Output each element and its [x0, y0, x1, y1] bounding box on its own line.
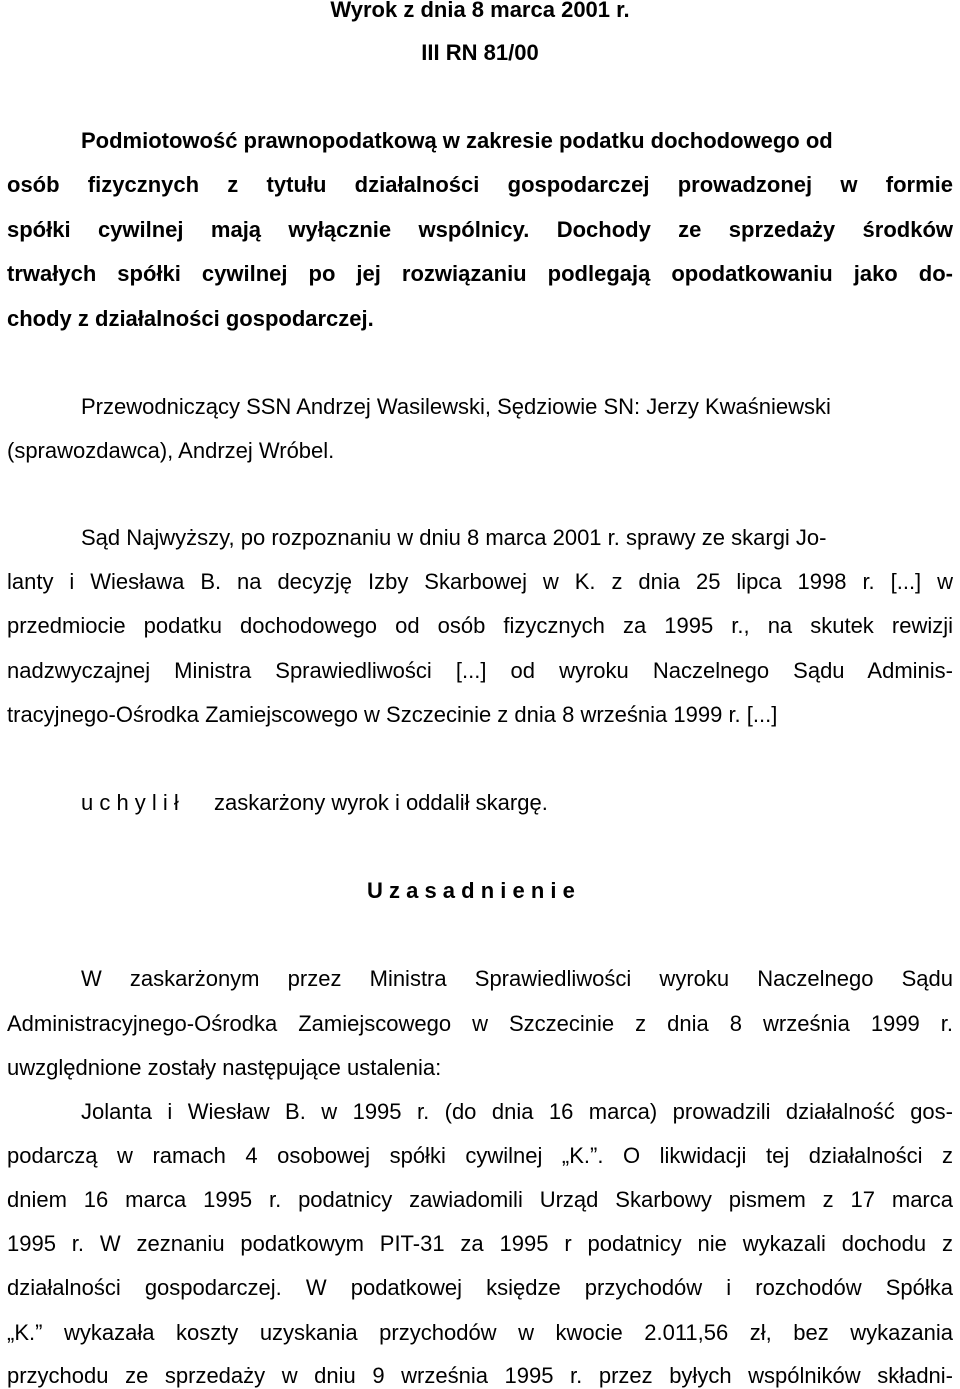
thesis-line: Podmiotowość prawnopodatkową w zakresie podatku dochodowego od — [81, 128, 833, 153]
composition-line: (sprawozdawca), Andrzej Wróbel. — [7, 438, 335, 463]
justification-line: Administracyjnego-Ośrodka Zamiejscowego w Szczecinie z dnia 8 września 1999 r. — [7, 1011, 953, 1036]
justification-line: działalności gospodarczej. W podatkowej księdze przychodów i rozchodów Spółka — [7, 1275, 953, 1300]
thesis-line: osób fizycznych z tytułu działalności gospodarczej prowadzonej w formie — [7, 172, 953, 197]
justification-line: dniem 16 marca 1995 r. podatnicy zawiadomili Urząd Skarbowy pismem z 17 marca — [7, 1187, 953, 1212]
ruling-line: lanty i Wiesława B. na decyzję Izby Skarbowej w K. z dnia 25 lipca 1998 r. [...] w — [7, 569, 953, 594]
decision-text: zaskarżony wyrok i oddalił skargę. — [214, 790, 548, 815]
document-title: Wyrok z dnia 8 marca 2001 r. — [330, 0, 630, 22]
decision-verb: u c h y l i ł — [81, 790, 179, 815]
justification-heading: U z a s a d n i e n i e — [367, 878, 575, 903]
thesis-line: trwałych spółki cywilnej po jej rozwiązaniu podlegają opodatkowaniu jako do- — [7, 261, 953, 286]
justification-line: podarczą w ramach 4 osobowej spółki cywilnej „K.”. O likwidacji tej działalności z — [7, 1143, 953, 1168]
justification-line: „K.” wykazała koszty uzyskania przychodów w kwocie 2.011,56 zł, bez wykazania — [7, 1320, 953, 1345]
justification-line: Jolanta i Wiesław B. w 1995 r. (do dnia 16 marca) prowadzili działalność gos- — [81, 1099, 953, 1124]
ruling-line: przedmiocie podatku dochodowego od osób fizycznych za 1995 r., na skutek rewizji — [7, 613, 953, 638]
case-number: III RN 81/00 — [421, 40, 539, 65]
composition-line: Przewodniczący SSN Andrzej Wasilewski, Sędziowie SN: Jerzy Kwaśniewski — [81, 394, 831, 419]
thesis-line: chody z działalności gospodarczej. — [7, 306, 374, 331]
ruling-line: nadzwyczajnej Ministra Sprawiedliwości [...] od wyroku Naczelnego Sądu Adminis- — [7, 658, 953, 683]
ruling-line: tracyjnego-Ośrodka Zamiejscowego w Szczecinie z dnia 8 września 1999 r. [...] — [7, 702, 778, 727]
justification-line: 1995 r. W zeznaniu podatkowym PIT-31 za 1995 r podatnicy nie wykazali dochodu z — [7, 1231, 953, 1256]
thesis-line: spółki cywilnej mają wyłącznie wspólnicy. Dochody ze sprzedaży środków — [7, 217, 953, 242]
justification-line: W zaskarżonym przez Ministra Sprawiedliwości wyroku Naczelnego Sądu — [81, 966, 953, 991]
justification-line: uwzględnione zostały następujące ustalenia: — [7, 1055, 442, 1080]
ruling-line: Sąd Najwyższy, po rozpoznaniu w dniu 8 marca 2001 r. sprawy ze skargi Jo- — [81, 525, 827, 550]
justification-line: przychodu ze sprzedaży w dniu 9 września 1995 r. przez byłych wspólników składni- — [7, 1363, 953, 1388]
